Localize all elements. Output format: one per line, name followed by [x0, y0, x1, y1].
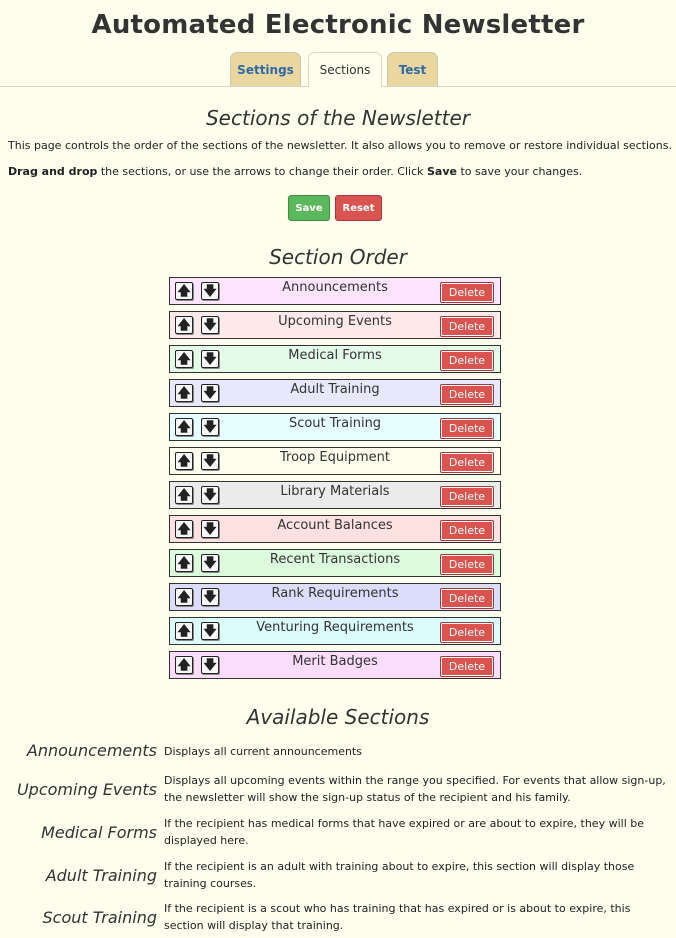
intro-end: to save your changes.	[456, 165, 583, 178]
move-down-arrow-icon[interactable]: 🡇	[201, 656, 219, 674]
move-up-arrow-icon[interactable]: 🡅	[175, 350, 193, 368]
move-down-arrow-icon[interactable]: 🡇	[201, 384, 219, 402]
tab-settings[interactable]: Settings	[230, 52, 301, 86]
section-name: Medical Forms	[288, 348, 382, 363]
section-name: Account Balances	[277, 518, 393, 533]
tab-test[interactable]: Test	[387, 52, 438, 86]
section-name: Venturing Requirements	[256, 620, 414, 635]
section-row[interactable]	[169, 583, 501, 611]
section-name: Upcoming Events	[278, 314, 392, 329]
section-row[interactable]	[169, 617, 501, 645]
available-sections-heading: Available Sections	[246, 705, 430, 729]
section-name: Library Materials	[280, 484, 390, 499]
delete-button[interactable]: Delete	[440, 486, 494, 507]
move-down-arrow-icon[interactable]: 🡇	[201, 520, 219, 538]
section-name: Recent Transactions	[269, 552, 401, 567]
move-down-arrow-icon[interactable]: 🡇	[201, 282, 219, 300]
app-title: Automated Electronic Newsletter	[91, 10, 585, 40]
move-up-arrow-icon[interactable]: 🡅	[175, 452, 193, 470]
move-down-arrow-icon[interactable]: 🡇	[201, 486, 219, 504]
delete-button[interactable]: Delete	[440, 350, 494, 371]
delete-button[interactable]: Delete	[440, 452, 494, 473]
delete-button[interactable]: Delete	[440, 418, 494, 439]
available-section-name: Medical Forms	[41, 823, 157, 842]
intro-drag-drop: Drag and drop	[8, 165, 98, 178]
page-heading: Sections of the Newsletter	[205, 106, 470, 130]
section-row[interactable]	[169, 549, 501, 577]
available-section-name: Announcements	[26, 741, 157, 760]
section-row[interactable]	[169, 481, 501, 509]
available-section-name: Scout Training	[42, 908, 157, 927]
move-up-arrow-icon[interactable]: 🡅	[175, 622, 193, 640]
section-row[interactable]	[169, 413, 501, 441]
intro-save: Save	[427, 165, 457, 178]
available-section-description: If the recipient is an adult with training about to expire, this section will display those training courses.	[164, 860, 635, 890]
available-section-name: Upcoming Events	[16, 780, 157, 799]
available-section-description: Displays all upcoming events within the range you specified. For events that allow sign-up, the newsletter will show the sign-up status of the recipient and his family.	[164, 774, 666, 804]
move-up-arrow-icon[interactable]: 🡅	[175, 486, 193, 504]
intro-mid: the sections, or use the arrows to change their order. Click	[97, 165, 427, 178]
section-row[interactable]	[169, 447, 501, 475]
available-section-description: Displays all current announcements	[164, 745, 362, 758]
move-up-arrow-icon[interactable]: 🡅	[175, 282, 193, 300]
move-up-arrow-icon[interactable]: 🡅	[175, 656, 193, 674]
intro-line-1: This page controls the order of the sections of the newsletter. It also allows you to remove or restore individual sections.	[8, 139, 672, 152]
move-down-arrow-icon[interactable]: 🡇	[201, 554, 219, 572]
move-up-arrow-icon[interactable]: 🡅	[175, 316, 193, 334]
move-down-arrow-icon[interactable]: 🡇	[201, 622, 219, 640]
save-button[interactable]: Save	[288, 195, 330, 221]
section-name: Troop Equipment	[280, 450, 390, 465]
move-down-arrow-icon[interactable]: 🡇	[201, 418, 219, 436]
delete-button[interactable]: Delete	[440, 588, 494, 609]
section-order-heading: Section Order	[269, 245, 407, 269]
section-name: Adult Training	[290, 382, 380, 397]
section-row[interactable]	[169, 277, 501, 305]
move-down-arrow-icon[interactable]: 🡇	[201, 588, 219, 606]
delete-button[interactable]: Delete	[440, 316, 494, 337]
section-row[interactable]	[169, 515, 501, 543]
available-section-name: Adult Training	[45, 866, 157, 885]
move-up-arrow-icon[interactable]: 🡅	[175, 384, 193, 402]
section-name: Scout Training	[288, 416, 382, 431]
delete-button[interactable]: Delete	[440, 554, 494, 575]
section-name: Rank Requirements	[271, 586, 399, 601]
section-row[interactable]	[169, 311, 501, 339]
intro-line-2	[8, 165, 582, 179]
move-up-arrow-icon[interactable]: 🡅	[175, 520, 193, 538]
move-up-arrow-icon[interactable]: 🡅	[175, 554, 193, 572]
section-row[interactable]	[169, 345, 501, 373]
delete-button[interactable]: Delete	[440, 656, 494, 677]
move-up-arrow-icon[interactable]: 🡅	[175, 588, 193, 606]
delete-button[interactable]: Delete	[440, 282, 494, 303]
move-down-arrow-icon[interactable]: 🡇	[201, 316, 219, 334]
delete-button[interactable]: Delete	[440, 520, 494, 541]
tab-bar	[0, 50, 676, 87]
section-row[interactable]	[169, 379, 501, 407]
move-down-arrow-icon[interactable]: 🡇	[201, 350, 219, 368]
available-section-description: If the recipient has medical forms that have expired or are about to expire, they will be displayed here.	[164, 817, 644, 847]
section-row[interactable]	[169, 651, 501, 679]
section-name: Merit Badges	[292, 654, 378, 669]
reset-button[interactable]: Reset	[335, 195, 382, 221]
section-name: Announcements	[282, 280, 388, 295]
tab-sections[interactable]: Sections	[308, 52, 382, 87]
move-down-arrow-icon[interactable]: 🡇	[201, 452, 219, 470]
available-section-description: If the recipient is a scout who has training that has expired or is about to expire, this section will display that training.	[164, 902, 631, 932]
section-order-list	[169, 277, 501, 685]
delete-button[interactable]: Delete	[440, 384, 494, 405]
move-up-arrow-icon[interactable]: 🡅	[175, 418, 193, 436]
delete-button[interactable]: Delete	[440, 622, 494, 643]
